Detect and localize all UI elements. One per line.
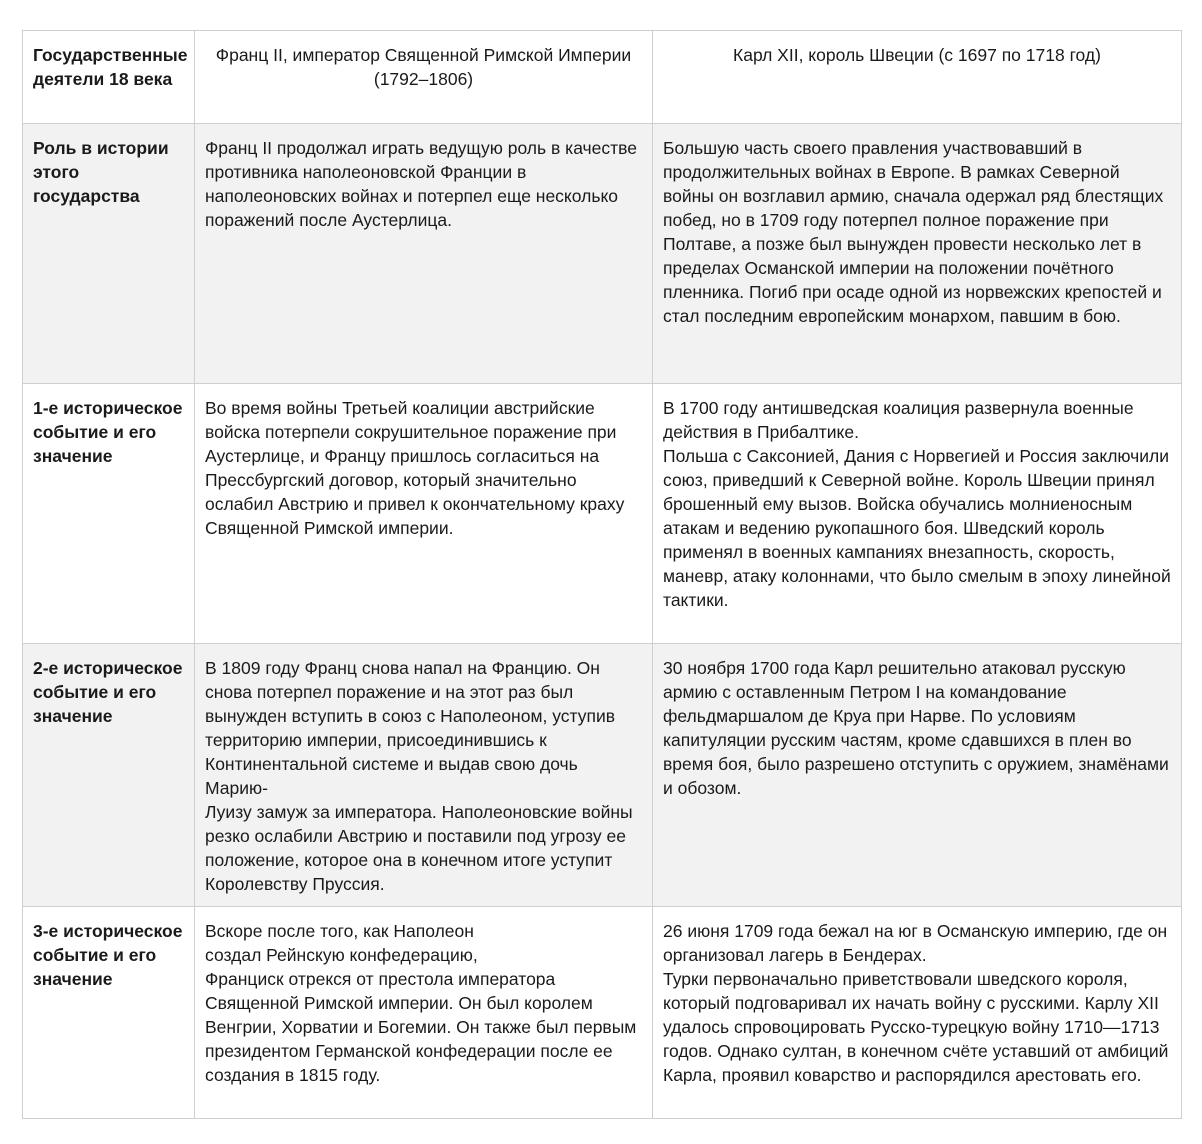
franz-cell: Франц II продолжал играть ведущую роль в качестве противника наполеоновской Франции в наполеоновских войнах и потерпел еще несколько поражений после Аустерлица.	[195, 124, 653, 384]
karl-cell: Большую часть своего правления участвовавший в продолжительных войнах в Европе. В рамках Северной войны он возглавил армию, сначала одержал ряд блестящих побед, но в 1709 году потерпел полное поражение при Полтаве, а позже был вынужден провести несколько лет в пределах Османской империи на положении почётного пленника. Погиб при осаде одной из норвежских крепостей и стал последним европейским монархом, павшим в бою.	[653, 124, 1182, 384]
karl-cell: 30 ноября 1700 года Карл решительно атаковал русскую армию с оставленным Петром I на командование фельдмаршалом де Круа при Нарве. По условиям капитуляции русским частям, кроме сдавшихся в плен во время боя, было разрешено отступить с оружием, знамёнами и обозом.	[653, 644, 1182, 907]
header-franz: Франц II, император Священной Римской Империи (1792–1806)	[195, 31, 653, 124]
header-statesmen: Государственные деятели 18 века	[23, 31, 195, 124]
comparison-table	[22, 30, 1182, 1119]
header-row	[23, 31, 1182, 124]
table-row	[23, 907, 1182, 1119]
table-row	[23, 644, 1182, 907]
row-label: Роль в истории этого государства	[23, 124, 195, 384]
karl-cell: В 1700 году антишведская коалиция развернула военные действия в Прибалтике. Польша с Саксонией, Дания с Норвегией и Россия заключили союз, приведший к Северной войне. Король Швеции принял брошенный ему вызов. Войска обучались молниеносным атакам и ведению рукопашного боя. Шведский король применял в военных кампаниях внезапность, скорость, маневр, атаку колоннами, что было смелым в эпоху линейной тактики.	[653, 384, 1182, 644]
franz-cell: Вскоре после того, как Наполеон создал Рейнскую конфедерацию, Франциск отрекся от престола императора Священной Римской империи. Он был королем Венгрии, Хорватии и Богемии. Он также был первым президентом Германской конфедерации после ее создания в 1815 году.	[195, 907, 653, 1119]
row-label: 3-е историческое событие и его значение	[23, 907, 195, 1119]
franz-cell: Во время войны Третьей коалиции австрийские войска потерпели сокрушительное поражение при Аустерлице, и Францу пришлось согласиться на Прессбургский договор, который значительно ослабил Австрию и привел к окончательному краху Священной Римской империи.	[195, 384, 653, 644]
table-row	[23, 384, 1182, 644]
header-karl: Карл XII, король Швеции (с 1697 по 1718 год)	[653, 31, 1182, 124]
karl-cell: 26 июня 1709 года бежал на юг в Османскую империю, где он организовал лагерь в Бендерах. Турки первоначально приветствовали шведского короля, который подговаривал их начать войну с русскими. Карлу XII удалось спровоцировать Русско-турецкую войну 1710—1713 годов. Однако султан, в конечном счёте уставший от амбиций Карла, проявил коварство и распорядился арестовать его.	[653, 907, 1182, 1119]
franz-cell: В 1809 году Франц снова напал на Францию. Он снова потерпел поражение и на этот раз был вынужден вступить в союз с Наполеоном, уступив территорию империи, присоединившись к Континентальной системе и выдав свою дочь Марию- Луизу замуж за императора. Наполеоновские войны резко ослабили Австрию и поставили под угрозу ее положение, которое она в конечном итоге уступит Королевству Пруссия.	[195, 644, 653, 907]
table-row	[23, 124, 1182, 384]
row-label: 1-е историческое событие и его значение	[23, 384, 195, 644]
row-label: 2-е историческое событие и его значение	[23, 644, 195, 907]
